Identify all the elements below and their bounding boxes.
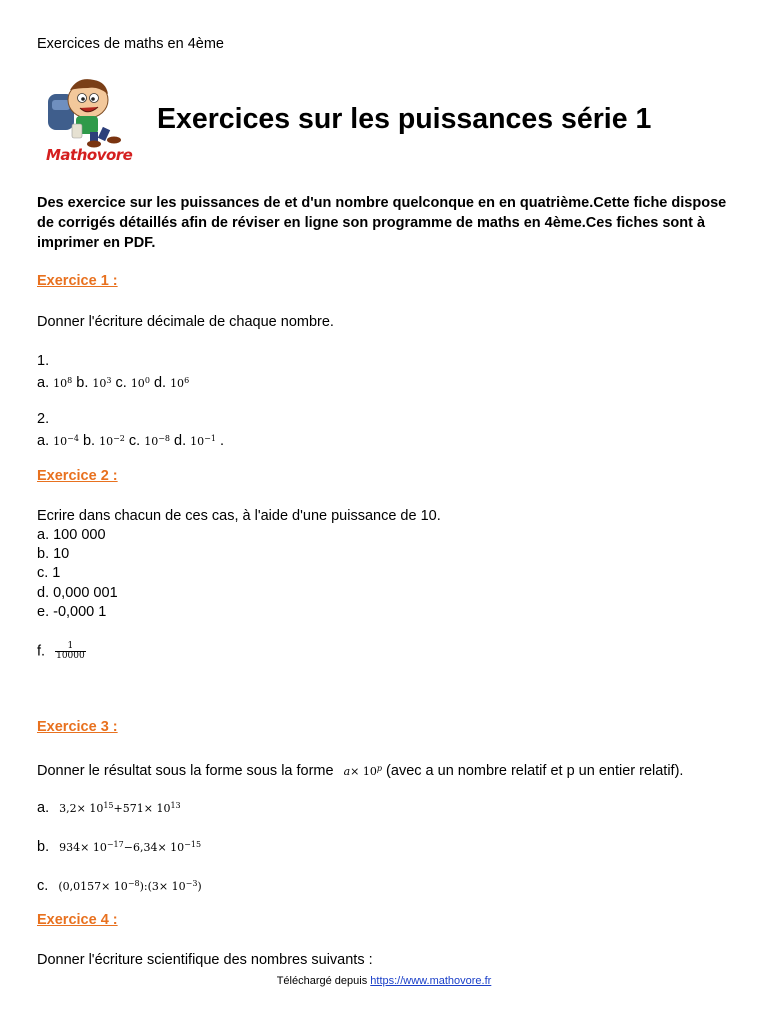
intro-paragraph: Des exercice sur les puissances de et d'un nombre quelconque en en quatrième.Cette fiche dispose de corrigés détaillés afin de réviser en ligne son programme de maths en 4ème.Ces fiches sont à imprimer en PDF. [37,195,727,251]
exercise-2-heading: Exercice 2 : [37,468,118,484]
footer: Téléchargé depuis https://www.mathovore.fr [276,975,492,987]
list-item: b. 10 [37,546,70,562]
document-header: Exercices de maths en 4ème [37,36,224,52]
exercise-3-item-b: b. $934\times 10^{-17}-6,34\times 10^{-15}$ [37,839,202,855]
exercise-3-instruction: Donner le résultat sous la forme sous la forme $a\times 10^p$ (avec a un nombre relatif et p un entier relatif). [37,763,684,779]
exercise-3-item-c: c. $(0,0157\times 10^{-8}):(3\times 10^{-3})$ [37,878,202,894]
power-expression: $10^3$ [92,376,112,390]
exercise-1-part-1-label: 1. [37,353,50,369]
list-item: d. 0,000 001 [37,585,118,601]
power-expression: $10^{-4}$ [53,434,79,448]
exercise-4-heading: Exercice 4 : [37,912,118,928]
power-expression: $10^6$ [170,376,190,390]
exercise-1-part-2-items: a. $10^{-4}$ b. $10^{-2}$ c. $10^{-8}$ d. $10^{-1}$ . [37,433,225,449]
exercise-1-heading: Exercice 1 : [37,273,118,289]
logo-brand-text: Mathovore [46,146,133,164]
exercise-2-instruction: Ecrire dans chacun de ces cas, à l'aide d'une puissance de 10. [37,508,441,524]
mathovore-logo [44,76,142,168]
power-expression: $10^8$ [53,376,73,390]
exercise-3-item-a: a. $3,2\times 10^{15}+571\times 10^{13}$ [37,800,181,816]
list-item: a. 100 000 [37,527,106,543]
exercise-2-item-f: f. $\frac{1}{10000}$ [37,641,85,661]
fraction: $\frac{1}{10000}$ [56,641,85,661]
power-expression: $10^0$ [130,376,150,390]
list-item: e. -0,000 1 [37,604,107,620]
exercise-1-instruction: Donner l'écriture décimale de chaque nombre. [37,314,334,330]
power-expression: $10^{-2}$ [99,434,125,448]
mathovore-link[interactable]: https://www.mathovore.fr [370,975,492,987]
exercise-1-part-2-label: 2. [37,411,50,427]
page-title: Exercices sur les puissances série 1 [157,103,652,135]
exercise-1-part-1-items: a. $10^8$ b. $10^3$ c. $10^0$ d. $10^6$ [37,375,190,391]
scientific-form: $a\times 10^p$ [343,764,383,778]
exercise-4-instruction: Donner l'écriture scientifique des nombres suivants : [37,952,373,968]
exercise-3-heading: Exercice 3 : [37,719,118,735]
power-expression: $10^{-1}$ [190,434,216,448]
power-expression: $10^{-8}$ [144,434,171,448]
list-item: c. 1 [37,565,61,581]
